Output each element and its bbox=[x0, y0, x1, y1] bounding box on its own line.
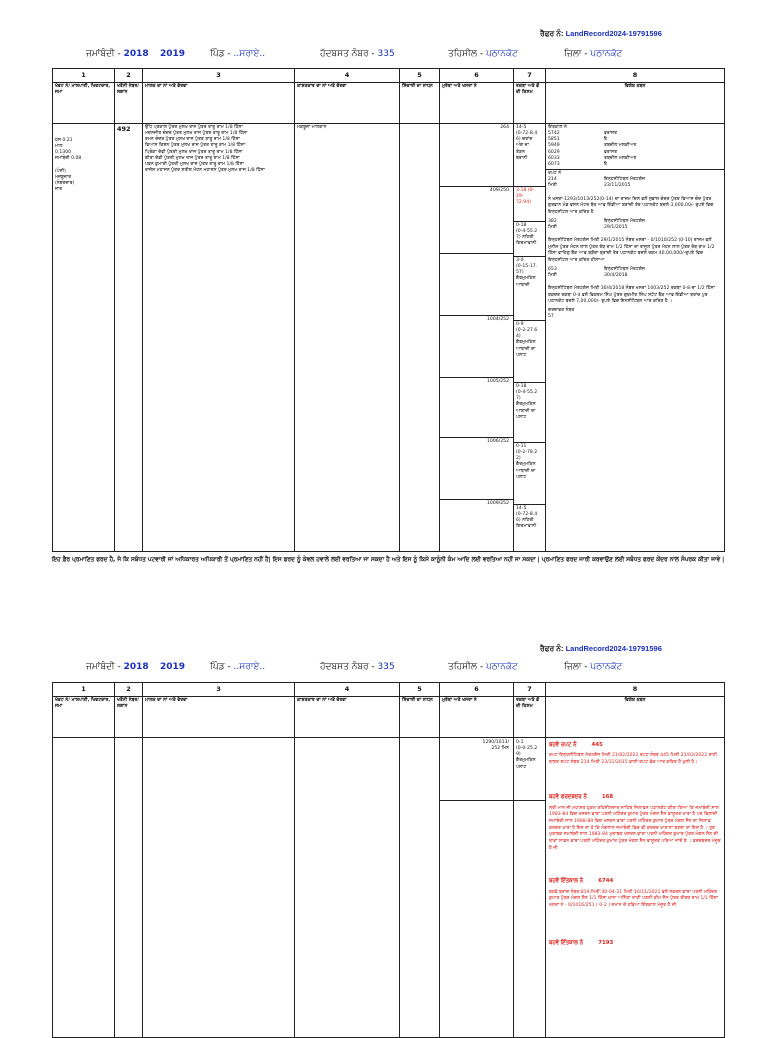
mortgage-note: ਨੰ ਖਸਰਾ-1293/1013/252(0-14) ਦਾ ਰਾਜ਼ਮ ਦਿਲ ਵਲੋਂ ਸੁਭਾਸ਼ ਚੰਦਰ ਪੁੱਤਰ ਵਿਆਸ ਚੰਦ ਪੁੱਤਰ ਗੁਰਵਾਨ ਮੰਡ ਵਸਨ ਮੋਟਰ ਬੋਰ ਆਫ ਇੰਡੀਆ ਬਰਾਂਚੀ ਤੇਰ ਪਠਾਨਕੋਟ ਬਦਲੇ 3,000,00/- ਰੁਪਏ ਵਿਚ ਇਨ੍ਹਸੀਟਲ ਆਰ ਕਰਿਤ ਹੈ bbox=[548, 196, 714, 215]
khasra-empty bbox=[440, 253, 513, 315]
rapat-date-label: ਮਿਤੀ bbox=[548, 183, 557, 189]
rapat-type: ਇਨ੍ਹਸੀਟਿਬਲ ਮੋਰਟਗੇਜ bbox=[604, 177, 645, 183]
reference-label: ਰੈਫਰ ਨੰ: bbox=[540, 644, 564, 653]
ledger-table-1 bbox=[52, 68, 725, 552]
khasra-number: 1290/1013/ 252 ਮਿਨ bbox=[440, 738, 513, 801]
rakba-value: 14-5 (0-72-8.4 6) ਚਰਾਂਦ ਅੰਗ ਦਾ ਤੋੜਨ ਬਰਾਨੀ bbox=[516, 124, 538, 161]
intkal-no: 5742 bbox=[548, 130, 560, 136]
col-num: 7 bbox=[514, 69, 546, 83]
rakba-value: 3-18 (0- 19- 72.94) bbox=[514, 186, 545, 221]
rakba-value: 0-11 (0-2-78.2 2) ਗੈਰਮੁਮਕਿਨ ਆਬਾਦੀ ਦਾ ਪਲਾਟ bbox=[514, 442, 545, 504]
intkal-type: ਵਰਾਸਤ bbox=[604, 149, 618, 155]
reference-number bbox=[540, 29, 662, 39]
khasra-number: 1009/252 bbox=[440, 499, 513, 542]
pind-value: ..ਸਰਾਏ.. bbox=[233, 662, 266, 672]
tehsil-field bbox=[448, 49, 518, 59]
intkal-block bbox=[546, 124, 724, 169]
column-header-row bbox=[53, 82, 725, 123]
khasra-number: 264 bbox=[500, 124, 509, 130]
column-header: ਖਤੌਨੀ ਨੰਬਰ/ ਲਗਾਨ bbox=[115, 82, 143, 123]
khasra-cell bbox=[440, 123, 514, 551]
column-header: ਕਾਸ਼ਤਕਾਰ ਦਾ ਨਾਂ ਅਤੇ ਵੇਰਵਾ bbox=[295, 82, 400, 123]
intkal-note: ਬਹਵੇ ਬਰਾਂਚ ਨੰਬਰ:819,ਮਿਤੀ:30-04-21 ਮਿਤੀ 16/11/2021 ਵਲੋਂ ਸਵਰਨ ਵਾਰਾ ਪਤਨੀ ਮਹਿੰਦਰ ਕੁਮਾਰ ਪੁੱਤਰ ਮੰਗਲ ਸੈਨ 1/1 ਹਿੱਸਾ ਖ਼ਾਨਾ ਅਨਿੱਤਾ ਰਾਣੀ ਪਤਨੀ ਕੀਮ ਸੈਨ ਪੁੱਤਰ ਤੀਰਥ ਰਾਮ 1/1 ਹਿੱਸਾ ਖਸਰਾ ਨੰ - 0/1016/251 ( 0-2 ) ਜਮਾਨ ਦੇ ਹਵਿਆ ਇੰਤਕਾਲ ਮੰਜੂਰ ਹੈ ਜੀ bbox=[549, 889, 718, 908]
col-num: 1 bbox=[53, 683, 115, 697]
intkal-type: ਬੈ bbox=[604, 137, 607, 143]
rakba-value: 0-18 (0-4-55.2 7) ਨਹਿਰੀ ਗਿਰਮਾਵਾਨੀ bbox=[514, 221, 545, 256]
intkal-type: ਤਬਦੀਲ ਮਲਕੀਅਤ bbox=[604, 155, 637, 161]
rapat-date-label: ਮਿਤੀ bbox=[548, 272, 557, 278]
mortgage-note: ਇਨ੍ਹਸੀਟਿਬਲ ਮੋਰਟਗੇਜ ਮਿਤੀ 30/4/2018 ਨੰਬਰ ਖਸਰਾ 1003/252 ਰਕਬਾ 0-8 ਦਾ 1/2 ਹਿੱਸਾ ਬਕਦਰ ਰਕਬਾ 0-4 ਵਲੋਂ ਵਿਕਰਮ ਸਿੰਘ ਪੁੱਤਰ ਗੁਰਮੀਤ ਸਿੰਘ ਸਟੇਟ ਬੈਂਕ ਆਫ ਇੰਡੀਆ ਬਰਾਂਚ ਪੁਰ ਪਠਾਨਕੋਟ ਬਦਲੇ 7,00,000/- ਰੁਪਏ ਵਿਚ ਇਨਸੀਟਿਬਲ ਆਰ ਕਰਿਤ ਹੈ । bbox=[548, 285, 715, 305]
khasra-cell bbox=[440, 737, 514, 1037]
intkal-no: 7193 bbox=[598, 939, 614, 946]
rakba-cell bbox=[514, 737, 546, 1037]
pind-field bbox=[210, 662, 265, 672]
pind-label: ਪਿੰਡ - bbox=[210, 49, 231, 59]
column-header: ਮਾਲਕ ਦਾ ਨਾਂ ਅਤੇ ਵੇਰਵਾ bbox=[143, 696, 295, 737]
rapat-date: 23/11/2015 bbox=[604, 183, 631, 189]
rapat-no: 653 bbox=[548, 266, 557, 272]
rapat-block bbox=[546, 169, 724, 191]
fardbadar-note: ਸ੍ਰੀ ਮਾਨ ਜੀ ਮਹਾਸ਼ਤ ਹੁਕਮ ਤਹਿਸੀਲਦਾਰ ਸਾਹਿਬ ਜਿਲਾਫਸ ਪਠਾਨਕੋਟ ਕੀਤਾ ਗਿਆ ਕਿ ਜਮਾਂਬੰਦੀ ਸਾਲ 1983-84 ਵਿਚ ਖਸਰਨ ਵਾਰਾ ਪਤਨੀ ਮਹਿੰਦਰ ਕੁਮਾਰ ਪੁੱਤਰ ਮੰਗਲ ਸੈਨ ਵਾਸੂਰਤ ਖਾਤਾ ਹੈ ਪਰ ਫਿਲਾਂਦੀ ਜਮਾਂਬੰਦੀ ਸਾਲ 1988-89 ਵਿਚ ਖਸਰਨ ਵਾਰਾ ਪਤਨੀ ਮਹਿੰਦਰ ਕੁਮਾਰ ਪੁੱਤਰ ਮੰਗਲ ਸੈਨ ਦਾ ਜਿਲਾਫ ਕਰਦਰ ਖਾਤਾ ਹੈ ਇਸ ਦਾ ਹੋ ਕਿ ਮੰਗਲਾਨ ਜਮਾਂਬੰਦੀ ਵਿਚ ਵੀ ਕਰਦਰ ਖਾਤਾਨਾ ਬਣਦਾ ਦਾ ਇਸ ਹੈ । ਹੁਣ ਮੁਤਾਬਕ ਜਮਾਂਬੰਦੀ ਸਾਲ 1983-84 ਮੁਤਾਬਕ ਖਸਰਨ ਵਾਰਾ ਪਤਨੀ ਮਹਿੰਦਰ ਕੁਮਾਰ ਪੁੱਤਰ ਮੰਗਲ ਸੈਨ ਦੀ ਥਾਵਾਂ ਸਾਫਨ ਵਾਰਾ ਪਤਨੀ ਮਹਿੰਦਰ ਕੁਮਾਰ ਪੁੱਤਰ ਮੰਗਲ ਸੈਨ ਵਾਸੂਰਤ ਪਰਿਆ ਜਾਂਦੇ ਬੇ । ਫਰਦਬਦਰ ਮੰਜੂਰ ਹੈ ਜੀ bbox=[549, 805, 721, 851]
jamabandi-year2: 2019 bbox=[160, 662, 186, 672]
col-num: 2 bbox=[115, 69, 143, 83]
intkal-section bbox=[549, 852, 721, 909]
jamabandi-year1: 2018 bbox=[123, 49, 149, 59]
col-num: 5 bbox=[400, 69, 440, 83]
hadbast-field bbox=[320, 49, 395, 59]
khasra-number: 1006/252 bbox=[440, 437, 513, 499]
rakba-value: 14-5 (0-72-8.4 6) ਨਹਿਰੀ ਗਿਰਮਾਵਾਨੀ bbox=[514, 504, 545, 547]
column-header: ਮੁਰੱਬਾ ਅਤੇ ਖਸਰਾ ਨੰ bbox=[440, 82, 514, 123]
pind-value: ..ਸਰਾਏ.. bbox=[233, 49, 266, 59]
rapat-date: 29/1/2015 bbox=[604, 224, 628, 230]
rakba-value: 0-1 (0-0-25.2 9) ਗੈਰਮੁਮਕਿਨ ਪਲਾਟ bbox=[514, 738, 545, 801]
girdawar-label: ਗਰਦਾਵਰ ਨੰਬਰ bbox=[548, 307, 575, 313]
column-header: ਸਿੰਚਾਈ ਦਾ ਸਾਧਨ bbox=[400, 696, 440, 737]
zila-label: ਜ਼ਿਲਾ - bbox=[564, 49, 588, 59]
col-num: 6 bbox=[440, 69, 514, 83]
khasra-number: 1004/252 bbox=[440, 315, 513, 377]
khasra-number: 409/250 bbox=[440, 186, 513, 253]
intkal-no: 5851 bbox=[548, 137, 560, 143]
column-number-row bbox=[53, 69, 725, 83]
tehsil-value: ਪਠਾਨਕੋਟ bbox=[485, 49, 518, 59]
column-header: ਮਾਲਕ ਦਾ ਨਾਂ ਅਤੇ ਵੇਰਵਾ bbox=[143, 82, 295, 123]
column-header: ਖੇਵਟ ਨੰ/ ਮਾਲਪਾਣੀ, ਖਿਵਟਦਾਰ, ਜਮਾ bbox=[53, 696, 115, 737]
hadbast-field bbox=[320, 662, 395, 672]
col-num: 1 bbox=[53, 69, 115, 83]
intkal-section bbox=[549, 910, 721, 947]
rakba-value: 0-9 (0-2-27.6 4) ਗੈਰਮੁਮਕਿਨ ਆਬਾਦੀ ਦਾ ਪਲਾਟ bbox=[514, 320, 545, 382]
column-header: ਖੇਵਟ ਨੰ/ ਮਾਲਪਾਣੀ, ਖਿਵਟਦਾਰ, ਜਮਾ bbox=[53, 82, 115, 123]
cultivator-cell: ਮਕਬੂਜ਼ਾ ਮਾਲਕਾਨ bbox=[295, 123, 400, 551]
girdawar-block bbox=[546, 307, 724, 321]
khewat-cell: ਹਸ 0.21 ਮਾਲ 0.1300 ਜਮਾਂਬੰਦੀ 0.08 (ਪੰਜੀ) ਮਜ਼ਬੂਜ਼ਾਰ (ਨੰਬਰਦਾਰ) ਜ਼ਾਰ bbox=[53, 123, 115, 551]
zila-field bbox=[564, 662, 622, 672]
reference-value: LandRecord2024-19791596 bbox=[565, 29, 662, 38]
jamabandi-year2: 2019 bbox=[160, 49, 186, 59]
khatauni-cell: 492 bbox=[115, 123, 143, 551]
intkal-title: ਇੰਤਕਾਲ ਨੰ bbox=[548, 124, 567, 130]
intkal-no: 5949 bbox=[548, 143, 560, 149]
zila-value: ਪਠਾਨਕੋਟ bbox=[590, 662, 623, 672]
irrigation-cell bbox=[400, 123, 440, 551]
column-header-row bbox=[53, 696, 725, 737]
rakba-cell bbox=[514, 123, 546, 551]
intkal-no: 6033 bbox=[548, 155, 560, 161]
irrigation-cell bbox=[400, 737, 440, 1037]
col-num: 3 bbox=[143, 69, 295, 83]
intkal-type: ਤਬਦੀਲ ਮਲਕੀਅਤ bbox=[604, 143, 637, 149]
reference-value: LandRecord2024-19791596 bbox=[565, 644, 662, 653]
rapat-section bbox=[549, 738, 721, 767]
table-row bbox=[53, 737, 725, 1037]
col-num: 3 bbox=[143, 683, 295, 697]
rapat-type: ਇਨ੍ਹਸੀਟਿਬਲ ਮੋਰਟਗੇਜ bbox=[604, 266, 645, 272]
column-header: ਮੁਰੱਬਾ ਅਤੇ ਖਸਰਾ ਨੰ bbox=[440, 696, 514, 737]
rakba-value: 0-18 (0-4-55.2 7) ਗੈਰਮੁਮਕਿਨ ਆਬਾਦੀ ਦਾ ਪਲਾਟ bbox=[514, 382, 545, 442]
intkal-label: ਬਹਵੇ ਇੰਤਕਾਲ ਨੰ bbox=[549, 878, 584, 885]
girdawar-no: 57 bbox=[548, 314, 554, 320]
col-num: 4 bbox=[295, 69, 400, 83]
pind-field bbox=[210, 49, 265, 59]
col-num: 2 bbox=[115, 683, 143, 697]
col-num: 5 bbox=[400, 683, 440, 697]
rapat-no: 214 bbox=[548, 177, 557, 183]
jamabandi-year1: 2018 bbox=[123, 662, 149, 672]
fardbadar-no: 168 bbox=[601, 794, 614, 801]
hadbast-label: ਹੱਦਬਸਤ ਨੰਬਰ - bbox=[320, 662, 375, 672]
rapat-block bbox=[546, 218, 724, 232]
pind-label: ਪਿੰਡ - bbox=[210, 662, 231, 672]
rapat-date-label: ਮਿਤੀ bbox=[548, 224, 557, 230]
intkal-no: 6029 bbox=[548, 149, 560, 155]
khewat-cell bbox=[53, 737, 115, 1037]
mortgage-note: ਇਨ੍ਹਸੀਟਿਬਲ ਮੋਰਟਗੇਜ ਮਿਤੀ 29/1/2015 ਨੰਬਰ ਖਸਰਾ - 0/1010/252 (0-10) ਰਾਜ਼ਮ ਵਲੋਂ ਮੁਨੀਸ਼ ਪੁੱਤਰ ਮੋਹਨ ਲਾਲ ਪੁੱਤਰ ਰੱਬ ਰਾਮ 1/2 ਹਿੱਸਾ ਦਾ ਰਾਜੂਲ ਪੁੱਤਰ ਮੋਹਨ ਲਾਲ ਪੁੱਤਰ ਰੱਬ ਰਾਮ 1/2 ਹਿੱਸਾ ਵਾਹਿਗੁ ਬੈਂਕ ਆਫ ਬੜੌਦਾ ਬ੍ਰਾਂਚੀ ਤੇਰ ਪਠਾਨਕੋਟ ਬਦਲੇ ਰਕਮ 40,00,000/-ਰੁਪਏ ਵਿਚ ਇਨ੍ਹਸੀਟਲ ਆਰ ਕਰਿਤ ਹੀਲਾਆ bbox=[548, 237, 715, 263]
tehsil-field bbox=[448, 662, 518, 672]
fardbadar-label: ਬਹਵੇ ਫਰਦਬਦਰ ਨੰ bbox=[549, 794, 587, 801]
col-num: 6 bbox=[440, 683, 514, 697]
rapat-date: 30/4/2018 bbox=[604, 272, 628, 278]
tehsil-label: ਤਹਿਸੀਲ - bbox=[448, 49, 484, 59]
cultivator-cell bbox=[295, 737, 400, 1037]
reference-label: ਰੈਫਰ ਨੰ: bbox=[540, 29, 564, 38]
rapat-note: ਰਪਟ ਇਨ੍ਹਸੀਟਿਬਲ ਮੋਰਟਗੇਜ ਮਿਤੀ 21/02/2022 ਰਪਟ ਨੰਬਰ 445 ਮਿਤੀ 21/02/2022 ਰਾਹੀ ਬਾਬਤ ਰਪਟ ਨੰਬਰ 214 ਮਿਤੀ 23/11/2015 ਵਾਲੀ ਰਪਟ ਫੱਕ ਆਰ ਕਰਿਤ ਹੈ ਖੁਲੀ ਹੈ। bbox=[549, 753, 717, 765]
tehsil-label: ਤਹਿਸੀਲ - bbox=[448, 662, 484, 672]
hadbast-value: 335 bbox=[377, 662, 395, 672]
remarks-cell bbox=[546, 123, 725, 551]
col-num: 4 bbox=[295, 683, 400, 697]
rakba-value: 3-0 (0-15-17. 57) ਗੈਰਮੁਮਕਿਨ ਆਬਾਦੀ bbox=[514, 256, 545, 320]
disclaimer-text: ਇਹ ਫ਼ੈਰ ਪ੍ਰਮਾਣਿਤ ਫਰਦ ਹੈ, ਜੋ ਕਿ ਸਬੰਧਤ ਪਟਵਾਰੀ ਜਾਂ ਅਧਿਕਾਰਤ ਅਧਿਕਾਰੀ ਤੋਂ ਪ੍ਰਮਾਣਿਤ ਨਹੀਂ ਹੈ| ਇਸ ਫਰਦ ਨੂੰ ਕੇਵਲ ਹਵਾਲੇ ਲਈ ਵਰਤਿਆ ਜਾ ਸਕਦਾ ਹੈ ਅਤੇ ਇਸ ਨੂੰ ਕਿਸੇ ਕਾਨੂੰਨੀ ਕੰਮ ਆਦਿ ਲਈ ਵਰਤਿਆ ਨਹੀਂ ਜਾ ਸਕਦਾ | ਪ੍ਰਮਾਣਿਤ ਫਰਦ ਜਾਰੀ ਕਰਵਾਉਣ ਲਈ ਸਬੰਧਤ ਫਰਦ ਕੇਂਦਰ ਨਾਲ ਸੰਪਰਕ ਕੀਤਾ ਜਾਵੇ | bbox=[52, 557, 725, 563]
khasra-number: 1005/252 bbox=[440, 377, 513, 437]
khatauni-cell bbox=[115, 737, 143, 1037]
intkal-no: 6744 bbox=[598, 878, 614, 885]
column-number-row bbox=[53, 683, 725, 697]
col-num: 8 bbox=[546, 69, 725, 83]
rapat-type: ਇਨ੍ਹਸੀਟਿਬਲ ਮੋਰਟਗੇਜ bbox=[604, 218, 645, 224]
zila-label: ਜ਼ਿਲਾ - bbox=[564, 662, 588, 672]
owner-cell bbox=[143, 737, 295, 1037]
rapat-label: ਬਹਵੇ ਰਪਟ ਨੰ bbox=[549, 741, 577, 748]
fardbadar-section bbox=[549, 766, 721, 852]
hadbast-label: ਹੱਦਬਸਤ ਨੰਬਰ - bbox=[320, 49, 375, 59]
column-header: ਕਾਸ਼ਤਕਾਰ ਦਾ ਨਾਂ ਅਤੇ ਵੇਰਵਾ bbox=[295, 696, 400, 737]
rapat-no: 382 bbox=[548, 218, 557, 224]
table-row bbox=[53, 123, 725, 551]
zila-field bbox=[564, 49, 622, 59]
zila-value: ਪਠਾਨਕੋਟ bbox=[590, 49, 623, 59]
column-header: ਵਿਸ਼ੇਸ਼ ਕਥਨ bbox=[546, 82, 725, 123]
jamabandi-label: ਜਮਾਂਬੰਦੀ - bbox=[86, 662, 121, 672]
remarks-cell bbox=[546, 737, 725, 1037]
rapat-title: ਰਪਟ ਨੰ bbox=[548, 171, 562, 177]
jamabandi-field bbox=[86, 49, 149, 59]
rapat-block bbox=[546, 266, 724, 280]
reference-number bbox=[540, 644, 662, 654]
hadbast-value: 335 bbox=[377, 49, 395, 59]
jamabandi-field bbox=[86, 662, 149, 672]
rapat-no: 445 bbox=[591, 741, 603, 748]
tehsil-value: ਪਠਾਨਕੋਟ bbox=[485, 662, 518, 672]
intkal-no: 6073 bbox=[548, 161, 560, 167]
column-header: ਰਕਬਾ ਅਤੇ ਭੋਂ ਦੀ ਕਿਸਮ bbox=[514, 696, 546, 737]
col-num: 8 bbox=[546, 683, 725, 697]
owner-cell: ਉੱਧ ਪ੍ਰਕਾਸ਼ ਪੁੱਤਰ ਮੁਲਖ ਰਾਜ ਪੁੱਤਰ ਤਾਰੂ ਰਾਮ 1/8 ਹਿੱਸਾ ਮਦਨਜੀਤ ਚੰਦਰ ਪੁੱਤਰ ਮੁਲਖ ਰਾਜ ਪੁੱਤਰ ਤਾਰੂ ਰਾਮ 1/8 ਹਿੱਸਾ ਰਮਨ ਚੰਦਰ ਪੁੱਤਰ ਮੁਲਖ ਰਾਜ ਪੁੱਤਰ ਤਾਰੂ ਰਾਮ 1/8 ਹਿੱਸਾ ਵਿਆਸ ਕਿਸ਼ਨ ਪੁੱਤਰ ਮੁਲਖ ਰਾਜ ਪੁੱਤਰ ਤਾਰੂ ਰਾਮ 1/8 ਹਿੱਸਾ ਪ੍ਰਿੰਕਾ ਦੇਵੀ ਪੁੱਤਰੀ ਮੁਲਖ ਰਾਜ ਪੁੱਤਰ ਤਾਰੂ ਰਾਮ 1/8 ਹਿੱਸਾ ਗੀਤਾ ਦੇਵੀ ਪੁੱਤਰੀ ਮੁਲਖ ਰਾਜ ਪੁੱਤਰ ਤਾਰੂ ਰਾਮ 1/8 ਹਿੱਸਾ ਪਵਨ ਕੁਮਾਰੀ ਪੁੱਤਰੀ ਮੁਲਖ ਰਾਜ ਪੁੱਤਰ ਤਾਰੂ ਰਾਮ 1/8 ਹਿੱਸਾ ਰਾਜੇਸ਼ ਮਹਾਜਨ ਪੁੱਤਰ ਸਤੀਸ਼ ਮੋਹਨ ਮਹਾਜਨ ਪੁੱਤਰ ਮੁਲਖ ਰਾਜ 1/8 ਹਿੱਸਾ bbox=[143, 123, 295, 551]
intkal-type: ਬੈ bbox=[604, 161, 607, 167]
col-num: 7 bbox=[514, 683, 546, 697]
intkal-type: ਵਰਾਸਤ bbox=[604, 130, 618, 136]
jamabandi-label: ਜਮਾਂਬੰਦੀ - bbox=[86, 49, 121, 59]
intkal-label: ਬਹਵੇ ਇੰਤਕਾਲ ਨੰ bbox=[549, 939, 584, 946]
column-header: ਵਿਸ਼ੇਸ਼ ਕਥਨ bbox=[546, 696, 725, 737]
column-header: ਸਿੰਚਾਈ ਦਾ ਸਾਧਨ bbox=[400, 82, 440, 123]
ledger-table-2 bbox=[52, 682, 725, 1038]
column-header: ਖਤੌਨੀ ਨੰਬਰ/ ਲਗਾਨ bbox=[115, 696, 143, 737]
column-header: ਰਕਬਾ ਅਤੇ ਭੋਂ ਦੀ ਕਿਸਮ bbox=[514, 82, 546, 123]
